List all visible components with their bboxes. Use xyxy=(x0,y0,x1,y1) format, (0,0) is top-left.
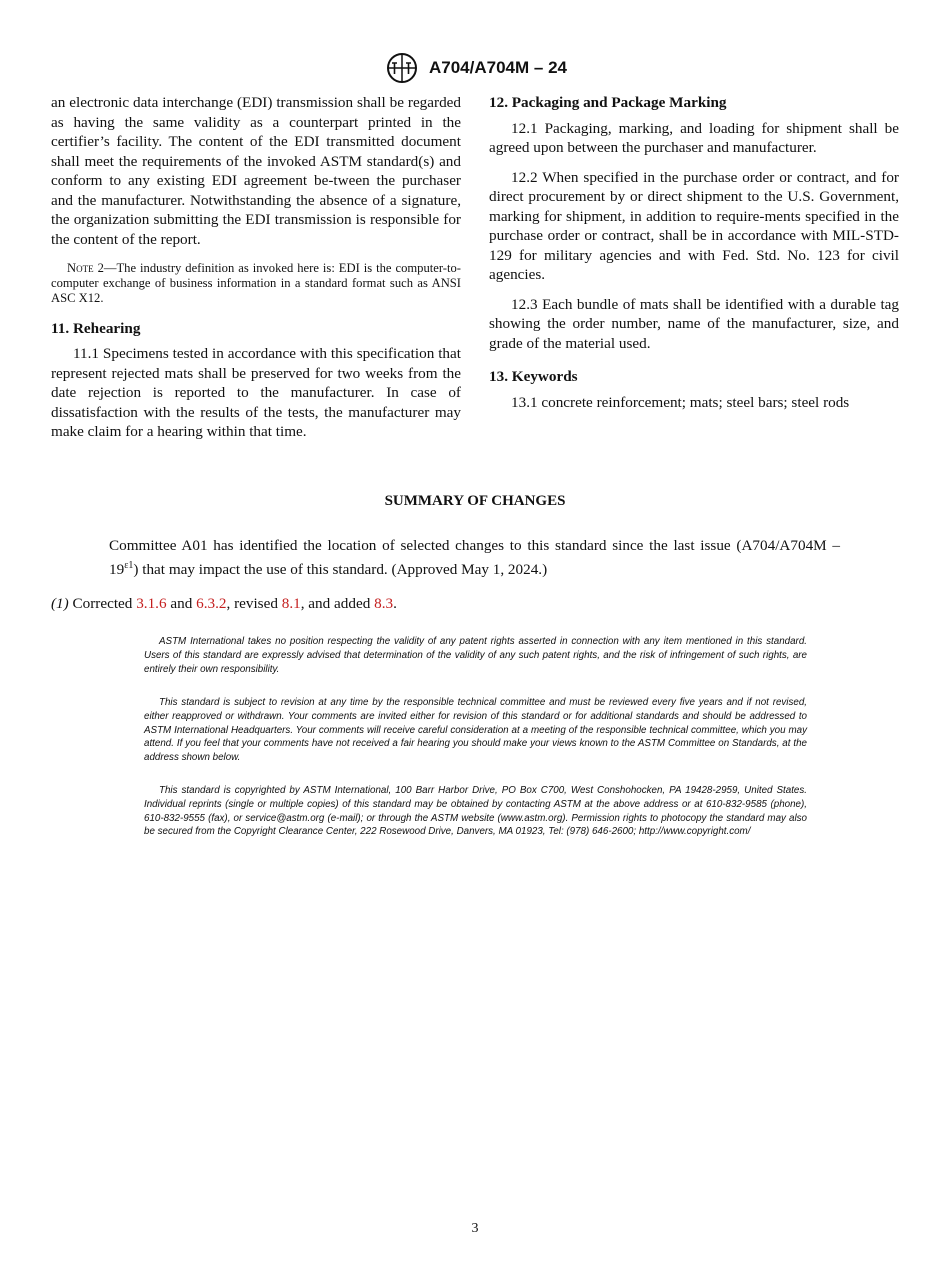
epsilon-superscript: ε1 xyxy=(124,559,134,571)
edi-continuation-paragraph: an electronic data interchange (EDI) transmission shall be regarded as having the same validity as a counterpart printed in the certifier’s facility. The content of the EDI transmitted document shall meet the requirements of the invoked ASTM standard(s) and conform to any existing EDI agreement be-tween the purchaser and the manufacturer. Notwithstanding the absence of a signature, the organization submitting the EDI transmission is responsible for the content of the report. xyxy=(51,94,461,248)
change-text: . xyxy=(393,595,397,612)
change-text: and xyxy=(166,595,197,612)
astm-logo-icon xyxy=(383,52,421,84)
ref-link-8-3[interactable]: 8.3 xyxy=(374,595,394,612)
section-11-heading: 11. Rehearing xyxy=(51,319,141,337)
document-designation: A704/A704M – 24 xyxy=(429,58,567,77)
summary-intro xyxy=(109,536,840,579)
ref-link-6-3-2[interactable]: 6.3.2 xyxy=(196,595,227,612)
section-13-heading: 13. Keywords xyxy=(489,368,578,385)
ref-link-8-1[interactable]: 8.1 xyxy=(281,595,301,612)
change-text: , and added xyxy=(300,595,375,612)
section-12-1: 12.1 Packaging, marking, and loading for shipment shall be agreed upon between the purchaser and manufacturer. xyxy=(489,119,899,156)
section-11-1: 11.1 Specimens tested in accordance with this specification that represent rejected mats shall be preserved for two weeks from the date rejection is reported to the manufacturer. In case of dissatisfaction with the results of the tests, the manufacturer may make claim for a hearing within that time. xyxy=(51,345,461,441)
change-list-item xyxy=(51,595,397,613)
section-13-1: 13.1 concrete reinforcement; mats; steel bars; steel rods xyxy=(511,393,850,411)
note-text: —The industry definition as invoked here is: EDI is the computer-to-computer exchange of business information in a standard format such as ANSI ASC X12. xyxy=(51,261,461,306)
section-12-3: 12.3 Each bundle of mats shall be identified with a durable tag showing the order number, name of the manufacturer, size, and grade of the material used. xyxy=(489,295,899,352)
note-label: Note 2 xyxy=(67,261,104,275)
right-column xyxy=(489,93,899,422)
summary-of-changes-title: SUMMARY OF CHANGES xyxy=(384,493,566,509)
ref-link-3-1-6[interactable]: 3.1.6 xyxy=(136,595,167,612)
note-2 xyxy=(51,261,461,307)
left-column xyxy=(51,93,461,452)
revision-notice: This standard is subject to revision at any time by the responsible technical committee and must be reviewed every five years and if not revised, either reapproved or withdrawn. Your comments are invited either for revision of this standard or for additional standards and should be addressed to ASTM International Headquarters. Your comments will receive careful consideration at a meeting of the responsible technical committee, which you may attend. If you feel that your comments have not received a fair hearing you should make your views known to the ASTM Committee on Standards, at the address shown below. xyxy=(144,697,807,764)
change-text: Corrected xyxy=(68,595,137,612)
change-number: (1) xyxy=(51,595,69,612)
copyright-notice: This standard is copyrighted by ASTM International, 100 Barr Harbor Drive, PO Box C700, West Conshohocken, PA 19428-2959, United States. Individual reprints (single or multiple copies) of this standard may be obtained by contacting ASTM at the above address or at 610-832-9585 (phone), 610-832-9555 (fax), or service@astm.org (e-mail); or through the ASTM website (www.astm.org). Permission rights to photocopy the standard may also be secured from the Copyright Clearance Center, 222 Rosewood Drive, Danvers, MA 01923, Tel: (978) 646-2600; http://www.copyright.com/ xyxy=(144,785,807,838)
section-12-heading: 12. Packaging and Package Marking xyxy=(489,94,727,111)
summary-intro-tail: ) that may impact the use of this standard. (Approved May 1, 2024.) xyxy=(133,560,548,578)
summary-intro-text: Committee A01 has identified the location of selected changes to this standard since the last issue (A704/A704M – 19 xyxy=(109,537,840,578)
page-header xyxy=(0,52,950,89)
change-text: , revised xyxy=(226,595,282,612)
section-12-2: 12.2 When specified in the purchase order or contract, and for direct procurement by or direct shipment to the U.S. Government, marking for shipment, in addition to require-ments specified in the purchase order or contract, shall be in accordance with MIL-STD-129 for military agencies and with Fed. Std. No. 123 for civil agencies. xyxy=(489,168,899,283)
patent-notice: ASTM International takes no position respecting the validity of any patent rights asserted in connection with any item mentioned in this standard. Users of this standard are expressly advised that determination of the validity of any such patent rights, and the risk of infringement of such rights, are entirely their own responsibility. xyxy=(144,636,807,675)
page-number: 3 xyxy=(471,1221,479,1236)
